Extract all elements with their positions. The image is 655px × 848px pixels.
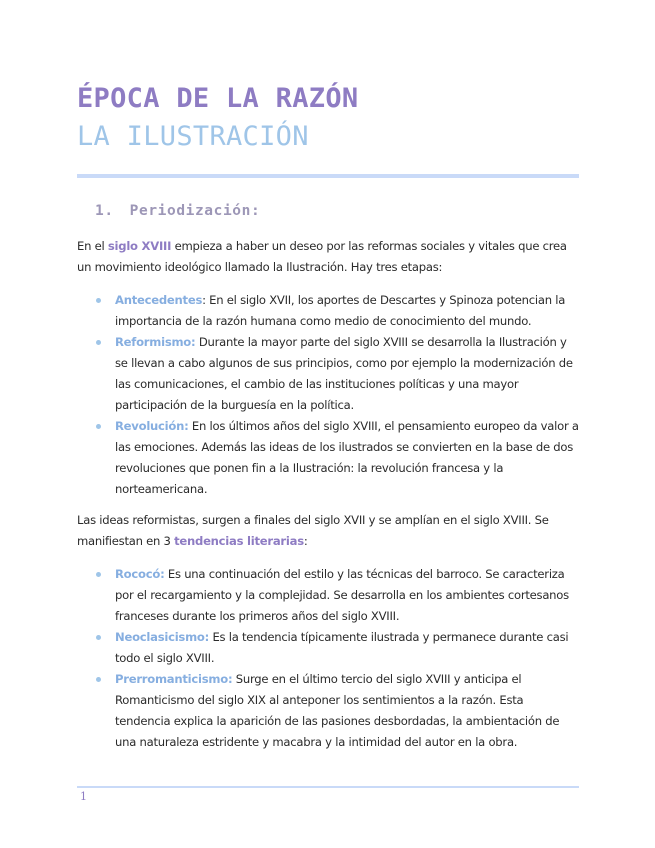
tendencies-list [77,564,582,753]
page-number: 1 [80,790,87,803]
intro-text-start: En el [77,239,108,253]
bullet-icon [96,340,101,345]
section-number: 1. [95,203,114,219]
list-item [77,290,582,332]
list-item [77,564,582,627]
bullet-icon [96,635,101,640]
stage-text: En los últimos años del siglo XVIII, el pensamiento europeo da valor a las emociones. Además las ideas de los ilustrados se convierten en la base de dos revoluciones que ponen fin a la Ilustración: la revolución francesa y la norteamericana. [115,419,579,496]
stage-text: : En el siglo XVII, los aportes de Descartes y Spinoza potencian la importancia de la razón humana como medio de conocimiento del mundo. [115,293,566,328]
footer-divider [77,786,579,788]
bullet-icon [96,424,101,429]
tendencies-text-start: Las ideas reformistas, surgen a finales del siglo XVII y se amplían en el siglo XVIII. Se manifiestan en 3 [77,513,549,548]
tendencies-highlight: tendencias literarias [174,534,304,548]
list-item [77,627,582,669]
tendency-text: Es la tendencia típicamente ilustrada y permanece durante casi todo el siglo XVIII. [115,630,569,665]
intro-paragraph [77,236,582,278]
document-subtitle: LA ILUSTRACIÓN [77,121,309,152]
section-title: Periodización: [129,203,261,219]
stage-text: Durante la mayor parte del siglo XVIII se desarrolla la Ilustración y se llevan a cabo algunos de sus principios, como por ejemplo la modernización de las comunicaciones, el cambio de las instituciones políticas y una mayor participación de la burguesía en la política. [115,335,573,412]
tendency-text: Es una continuación del estilo y las técnicas del barroco. Se caracteriza por el recargamiento y la complejidad. Se desarrolla en los ambientes cortesanos franceses durante los primeros años del siglo XVIII. [115,567,569,623]
list-item [77,669,582,753]
stages-list [77,290,582,500]
tendencies-paragraph [77,510,582,552]
document-title: ÉPOCA DE LA RAZÓN [77,83,359,114]
tendencies-text-end: : [303,534,308,548]
tendency-label: Neoclasicismo: [115,630,210,644]
intro-highlight: siglo XVIII [107,239,172,253]
tendency-label: Rococó: [115,567,165,581]
title-divider [77,174,579,178]
stage-label: Reformismo: [115,335,196,349]
bullet-icon [96,572,101,577]
tendency-text: Surge en el último tercio del siglo XVIII y anticipa el Romanticismo del siglo XIX al anteponer los sentimientos a la razón. Esta tendencia explica la aparición de las pasiones desbordadas, la ambientación de una naturaleza estridente y macabra y la intimidad del autor en la obra. [115,672,560,749]
stage-label: Revolución: [115,419,189,433]
section-heading [95,200,260,222]
stage-label: Antecedentes [115,293,203,307]
list-item [77,332,582,416]
bullet-icon [96,677,101,682]
tendency-label: Prerromanticismo: [115,672,233,686]
list-item [77,416,582,500]
intro-text-end: empieza a haber un deseo por las reformas sociales y vitales que crea un movimiento ideológico llamado la Ilustración. Hay tres etapas: [77,239,567,274]
bullet-icon [96,298,101,303]
